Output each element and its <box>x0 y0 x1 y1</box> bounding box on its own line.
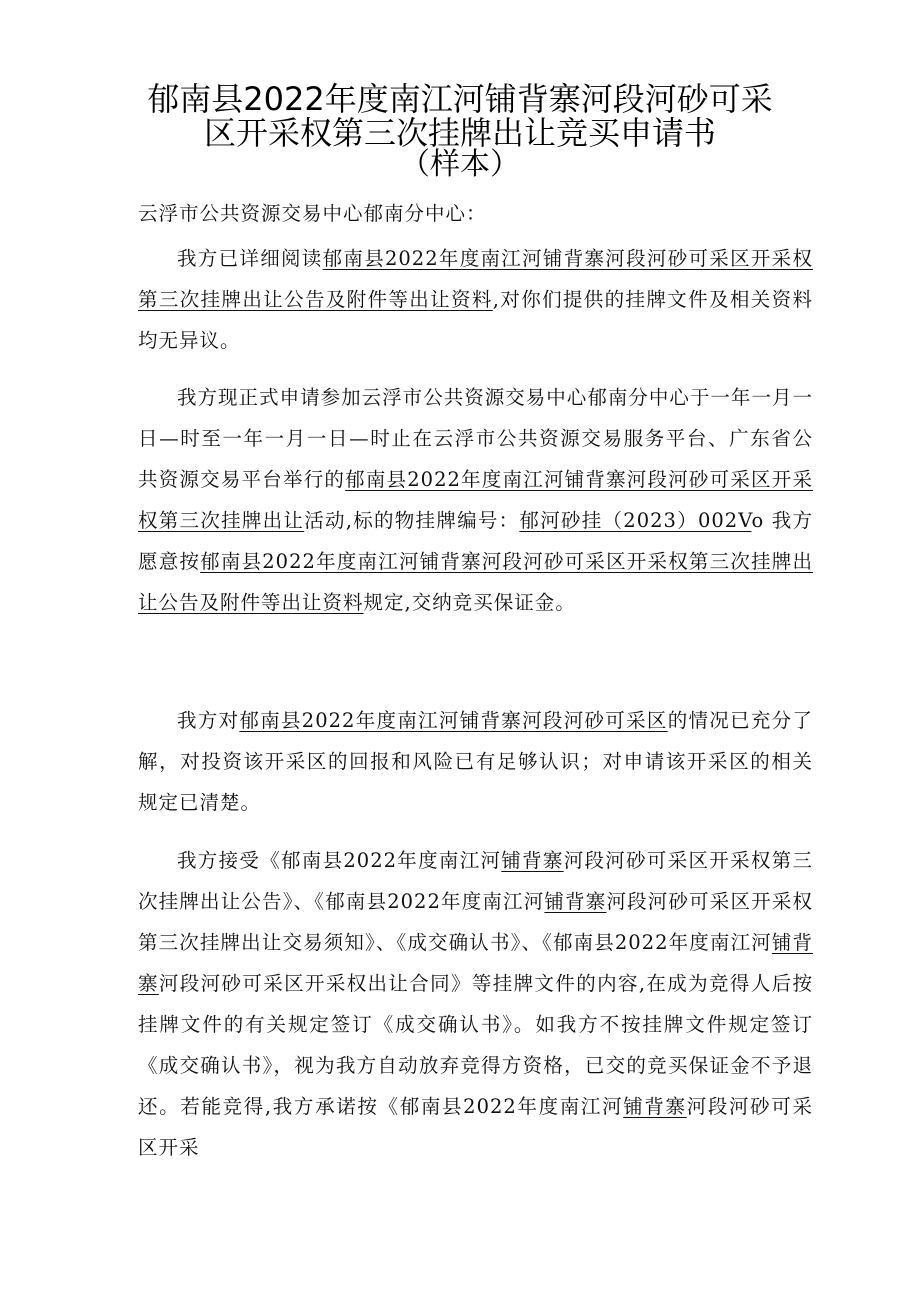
p2-underlined-1: 郁南县2022年度南江河铺背寨河段河砂可采区开采权第三次挂牌出让 <box>138 468 813 532</box>
p3-text-2: 的情况已充分了解，对投资该开采区的回报和风险已有足够认识；对申请该开采区的相关规定已清楚。 <box>138 709 813 814</box>
p4-text-3: 河段河砂可采区开采权第三次挂牌出让交易须知》、《成交确认书》、《郁南县2022年度南江河 <box>138 890 813 954</box>
paragraph-1 <box>138 238 813 361</box>
p2-listing-number: 郁河砂挂（2023）002V <box>519 509 752 532</box>
p4-text-5: 河段河砂可采区开采 <box>138 1095 813 1159</box>
p4-text-2: 河段河砂可采区开采权第三次挂牌出让公告》、《郁南县2022年度南江河 <box>138 849 813 913</box>
p4-underlined-3: 铺背寨 <box>138 931 813 995</box>
title-line-1: 郁南县2022年度南江河铺背寨河段河砂可采 <box>147 80 773 118</box>
paragraph-4 <box>138 840 813 1168</box>
p1-text-1: 我方已详细阅读 <box>177 247 323 270</box>
p4-underlined-2: 铺背寨 <box>544 890 607 913</box>
p4-text-4: 河段河砂可采区开采权出让合同》等挂牌文件的内容,在成为竞得人后按挂牌文件的有关规定签订《成交确认书》。如我方不按挂牌文件规定签订《成交确认书》，视为我方自动放弃竞得方资格，已交的竞买保证金不予退还。若能竞得,我方承诺按《郁南县2022年度南江河 <box>138 972 813 1118</box>
p1-underlined-1: 郁南县2022年度南江河铺背寨河段河砂可采区开采权第三次挂牌出让公告及附件等出让资料 <box>138 247 813 311</box>
p4-underlined-1: 铺背寨 <box>501 849 564 872</box>
p2-text-1: 我方现正式申请参加云浮市公共资源交易中心郁南分中心于一年一月一日—时至一年一月一日—时止在云浮市公共资源交易服务平台、广东省公共资源交易平台举行的 <box>138 386 813 491</box>
p2-text-2: 活动,标的物挂牌编号： <box>304 509 520 532</box>
paragraph-3 <box>138 700 813 823</box>
p3-text-1: 我方对 <box>177 709 240 732</box>
p2-underlined-2: 郁南县2022年度南江河铺背寨河段河砂可采区开采权第三次挂牌出让公告及附件等出让资料 <box>138 550 813 614</box>
p4-underlined-4: 铺背寨 <box>623 1095 687 1118</box>
title-line-3: （样本） <box>400 147 520 182</box>
p2-text-3: o 我方愿意按 <box>138 509 813 573</box>
p4-text-1: 我方接受《郁南县2022年度南江河 <box>177 849 502 872</box>
p2-text-4: 规定,交纳竞买保证金。 <box>363 591 576 614</box>
p1-text-2: ,对你们提供的挂牌文件及相关资料均无异议。 <box>138 288 813 352</box>
paragraph-2 <box>138 377 813 623</box>
p3-underlined-1: 郁南县2022年度南江河铺背寨河段河砂可采区 <box>239 709 668 732</box>
addressee: 云浮市公共资源交易中心郁南分中心： <box>138 202 487 225</box>
title-line-2: 区开采权第三次挂牌出让竞买申请书 <box>203 114 716 152</box>
